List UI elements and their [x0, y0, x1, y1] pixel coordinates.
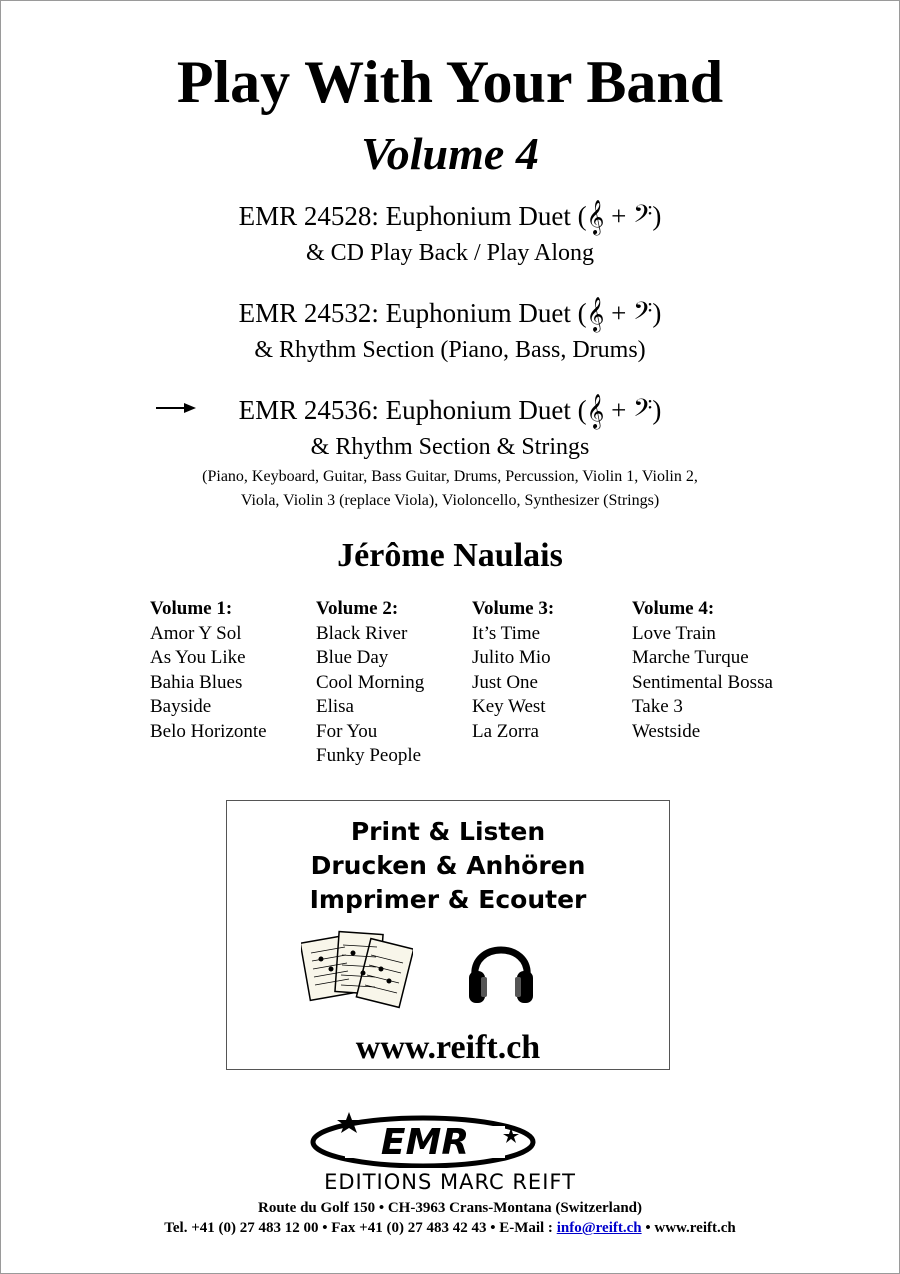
publisher-name: EDITIONS MARC REIFT: [324, 1170, 576, 1194]
list-item: Bahia Blues: [150, 671, 243, 693]
volume-column-4: [632, 597, 773, 744]
list-item: Sentimental Bossa: [632, 671, 773, 693]
list-item: Marche Turque: [632, 647, 749, 668]
edition-label: EMR 24536: Euphonium Duet: [238, 395, 571, 425]
list-item: Bayside: [150, 696, 212, 717]
list-item: Funky People: [316, 745, 422, 766]
list-item: Just One: [472, 671, 538, 693]
print-listen-box: [226, 800, 670, 1070]
list-item: Love Train: [632, 622, 716, 644]
volume-heading: Volume 4:: [632, 598, 715, 619]
list-item: Black River: [316, 622, 408, 644]
clef-group: (𝄞 + 𝄢): [577, 200, 662, 235]
volume-column-1: [150, 597, 267, 744]
instrumentation-note-2: Viola, Violin 3 (replace Viola), Violoncello, Synthesizer (Strings): [240, 492, 660, 509]
volume-heading: Volume 2:: [316, 598, 399, 619]
list-item: Belo Horizonte: [150, 720, 267, 742]
list-item: As You Like: [150, 647, 246, 668]
composer-name: Jérôme Naulais: [337, 537, 563, 574]
list-item: Elisa: [316, 696, 354, 717]
list-item: It’s Time: [472, 622, 541, 644]
emr-logo: [305, 1108, 545, 1168]
volume-heading: Volume 1:: [150, 598, 233, 619]
list-item: Blue Day: [316, 647, 389, 668]
instrumentation-note-1: (Piano, Keyboard, Guitar, Bass Guitar, Drums, Percussion, Violin 1, Violin 2,: [202, 468, 698, 485]
list-item: Amor Y Sol: [150, 622, 242, 644]
list-item: Key West: [472, 696, 546, 717]
treble-clef-icon: 𝄞: [586, 297, 605, 332]
edition-label: EMR 24528: Euphonium Duet: [238, 201, 571, 231]
volume-column-3: [472, 597, 554, 744]
treble-clef-icon: 𝄞: [586, 394, 605, 429]
page-subtitle: Volume 4: [361, 128, 539, 179]
publisher-address: Route du Golf 150 • CH-3963 Crans-Montana (Switzerland): [258, 1200, 642, 1216]
edition-line-2: [0, 295, 900, 330]
website-link[interactable]: www.reift.ch: [355, 1029, 541, 1066]
list-item: For You: [316, 720, 378, 742]
edition-line-1: [0, 198, 900, 233]
volume-heading: Volume 3:: [472, 598, 555, 619]
clef-group: (𝄞 + 𝄢): [577, 394, 662, 429]
promo-line-en: Print & Listen: [350, 817, 546, 846]
list-item: Cool Morning: [316, 671, 425, 693]
volume-column-2: [316, 597, 424, 769]
list-item: La Zorra: [472, 720, 539, 742]
edition-sub-2: & Rhythm Section (Piano, Bass, Drums): [254, 337, 646, 363]
edition-line-3: [0, 392, 900, 427]
publisher-contact: [0, 1220, 900, 1237]
contact-website[interactable]: • www.reift.ch: [641, 1220, 736, 1236]
bass-clef-icon: 𝄢: [633, 200, 653, 235]
bass-clef-icon: 𝄢: [633, 394, 653, 429]
logo-text: EMR: [380, 1122, 470, 1163]
list-item: Westside: [632, 720, 701, 742]
headphones-icon: [465, 931, 537, 1011]
promo-line-de: Drucken & Anhören: [310, 851, 586, 880]
edition-sub-3: & Rhythm Section & Strings: [310, 434, 590, 460]
sheet-music-icon: [301, 929, 413, 1011]
page-title: Play With Your Band: [176, 49, 724, 115]
list-item: Julito Mio: [472, 647, 551, 668]
edition-label: EMR 24532: Euphonium Duet: [238, 298, 571, 328]
edition-sub-1: & CD Play Back / Play Along: [306, 240, 594, 266]
contact-phone-fax: Tel. +41 (0) 27 483 12 00 • Fax +41 (0) 27 483 42 43 • E-Mail :: [164, 1220, 557, 1236]
promo-line-fr: Imprimer & Ecouter: [309, 885, 587, 914]
list-item: Take 3: [632, 696, 683, 717]
clef-group: (𝄞 + 𝄢): [577, 297, 662, 332]
bass-clef-icon: 𝄢: [633, 297, 653, 332]
email-link[interactable]: info@reift.ch: [556, 1220, 642, 1236]
treble-clef-icon: 𝄞: [586, 200, 605, 235]
